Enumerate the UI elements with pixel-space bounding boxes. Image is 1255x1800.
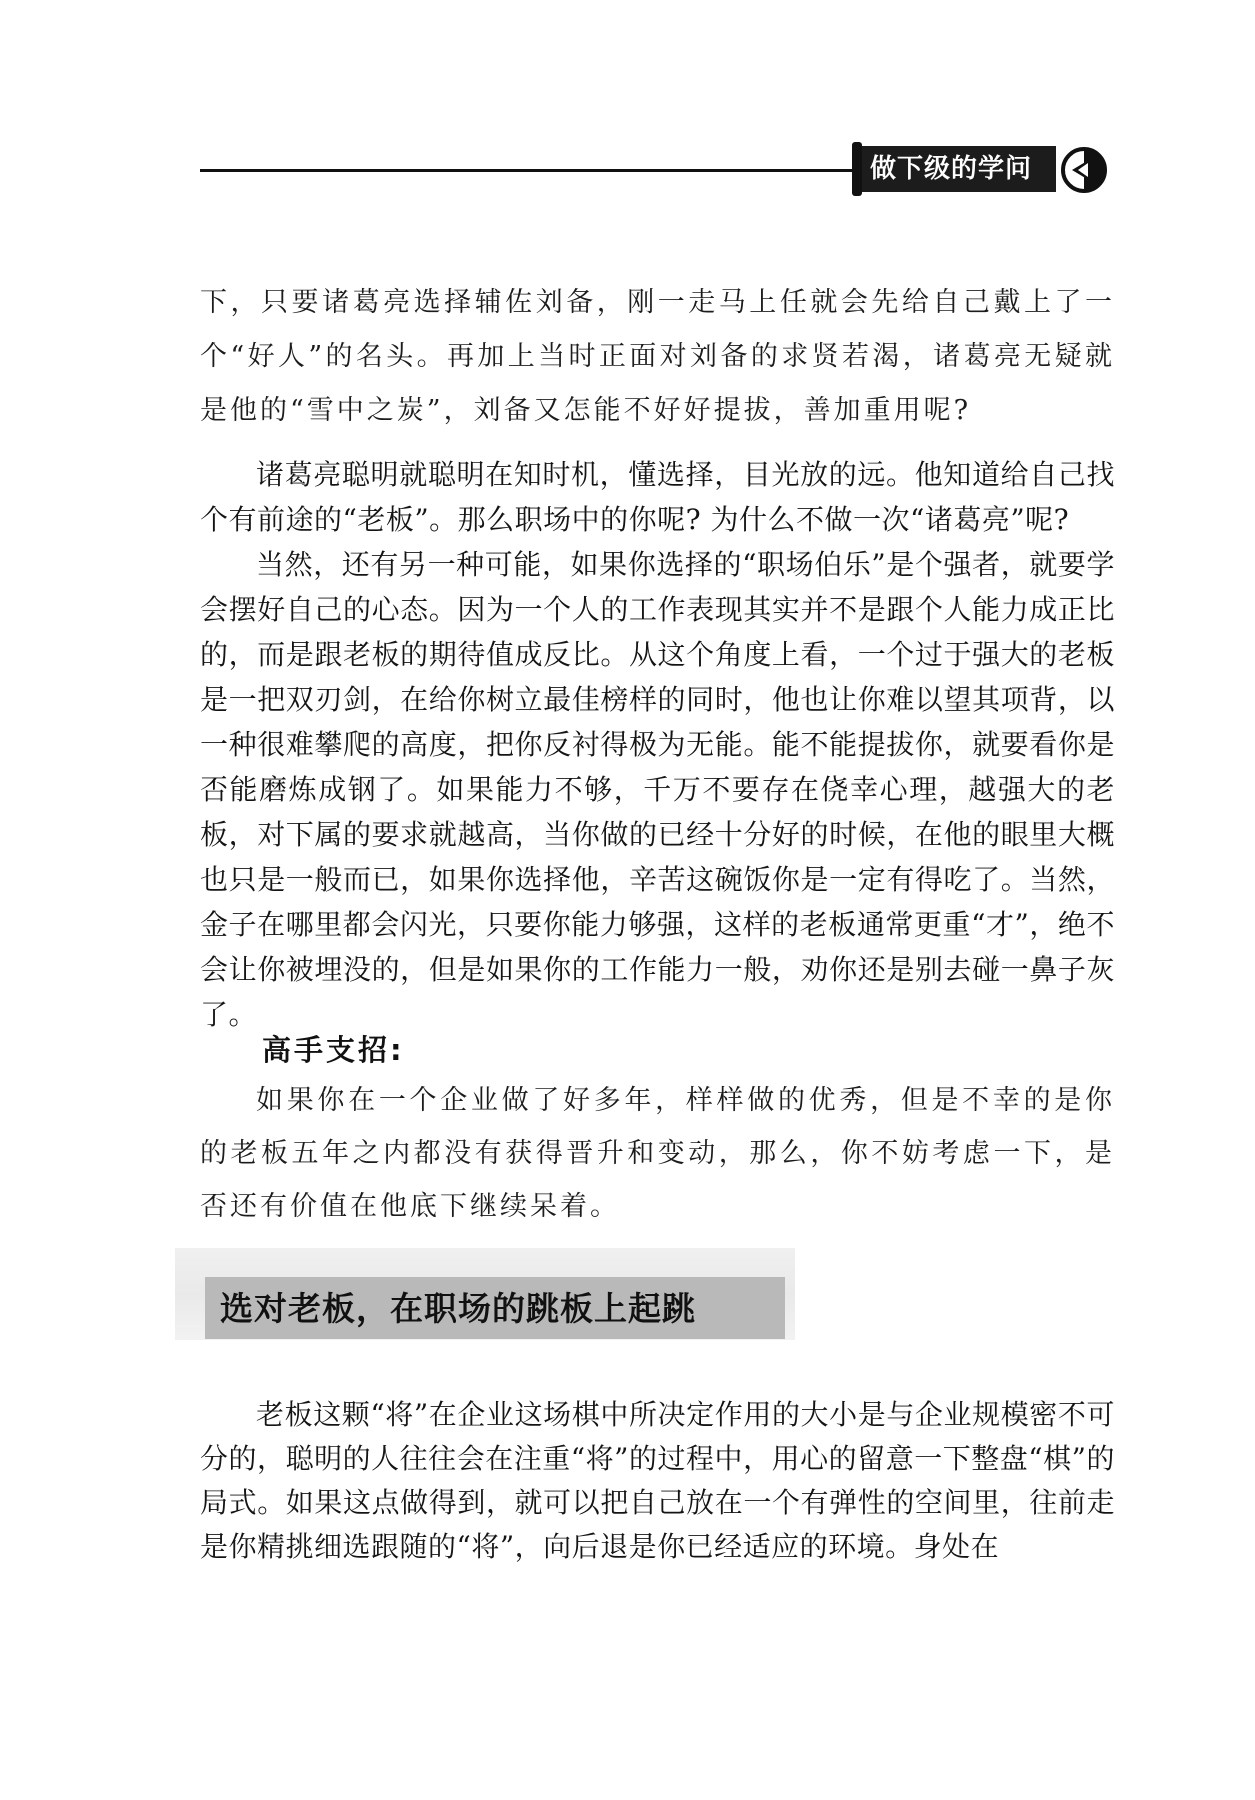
continuation-paragraph-block bbox=[200, 276, 1115, 438]
running-title: 做下级的学问 bbox=[870, 154, 1033, 184]
tip-text: 如果你在一个企业做了好多年，样样做的优秀，但是不幸的是你的老板五年之内都没有获得晋升和变动，那么，你不妨考虑一下，是否还有价值在他底下继续呆着。 bbox=[200, 1085, 1115, 1222]
tip-block bbox=[200, 1074, 1115, 1233]
page-turn-icon bbox=[1058, 146, 1110, 194]
continuation-paragraph: 下，只要诸葛亮选择辅佐刘备，刚一走马上任就会先给自己戴上了一个“好人”的名头。再加上当时正面对刘备的求贤若渴，诸葛亮无疑就是他的“雪中之炭”，刘备又怎能不好好提拔，善加重用呢? bbox=[200, 287, 1115, 426]
section-body bbox=[200, 1393, 1115, 1569]
section-paragraph: 老板这颗“将”在企业这场棋中所决定作用的大小是与企业规模密不可分的，聪明的人往往会在注重“将”的过程中，用心的留意一下整盘“棋”的局式。如果这点做得到，就可以把自己放在一个有弹性的空间里，往前走是你精挑细选跟随的“将”，向后退是你已经适应的环境。身处在 bbox=[200, 1398, 1115, 1563]
body-paragraph-1: 诸葛亮聪明就聪明在知时机，懂选择，目光放的远。他知道给自己找个有前途的“老板”。那么职场中的你呢? 为什么不做一次“诸葛亮”呢? bbox=[200, 458, 1115, 536]
body-paragraph-2: 当然，还有另一种可能，如果你选择的“职场伯乐”是个强者，就要学会摆好自己的心态。因为一个人的工作表现其实并不是跟个人能力成正比的，而是跟老板的期待值成反比。从这个角度上看，一个过于强大的老板是一把双刃剑，在给你树立最佳榜样的同时，他也让你难以望其项背，以一种很难攀爬的高度，把你反衬得极为无能。能不能提拔你，就要看你是否能磨炼成钢了。如果能力不够，千万不要存在侥幸心理，越强大的老板，对下属的要求就越高，当你做的已经十分好的时候，在他的眼里大概也只是一般而已，如果你选择他，辛苦这碗饭你是一定有得吃了。当然，金子在哪里都会闪光，只要你能力够强，这样的老板通常更重“才”，绝不会让你被埋没的，但是如果你的工作能力一般，劝你还是别去碰一鼻子灰了。 bbox=[200, 548, 1115, 1031]
running-header bbox=[200, 140, 1115, 196]
header-rule bbox=[200, 169, 852, 172]
body-paragraphs bbox=[200, 452, 1115, 1037]
tip-heading: 高手支招: bbox=[262, 1033, 405, 1067]
header-bar-cap bbox=[852, 142, 862, 196]
section-title: 选对老板，在职场的跳板上起跳 bbox=[220, 1289, 696, 1328]
